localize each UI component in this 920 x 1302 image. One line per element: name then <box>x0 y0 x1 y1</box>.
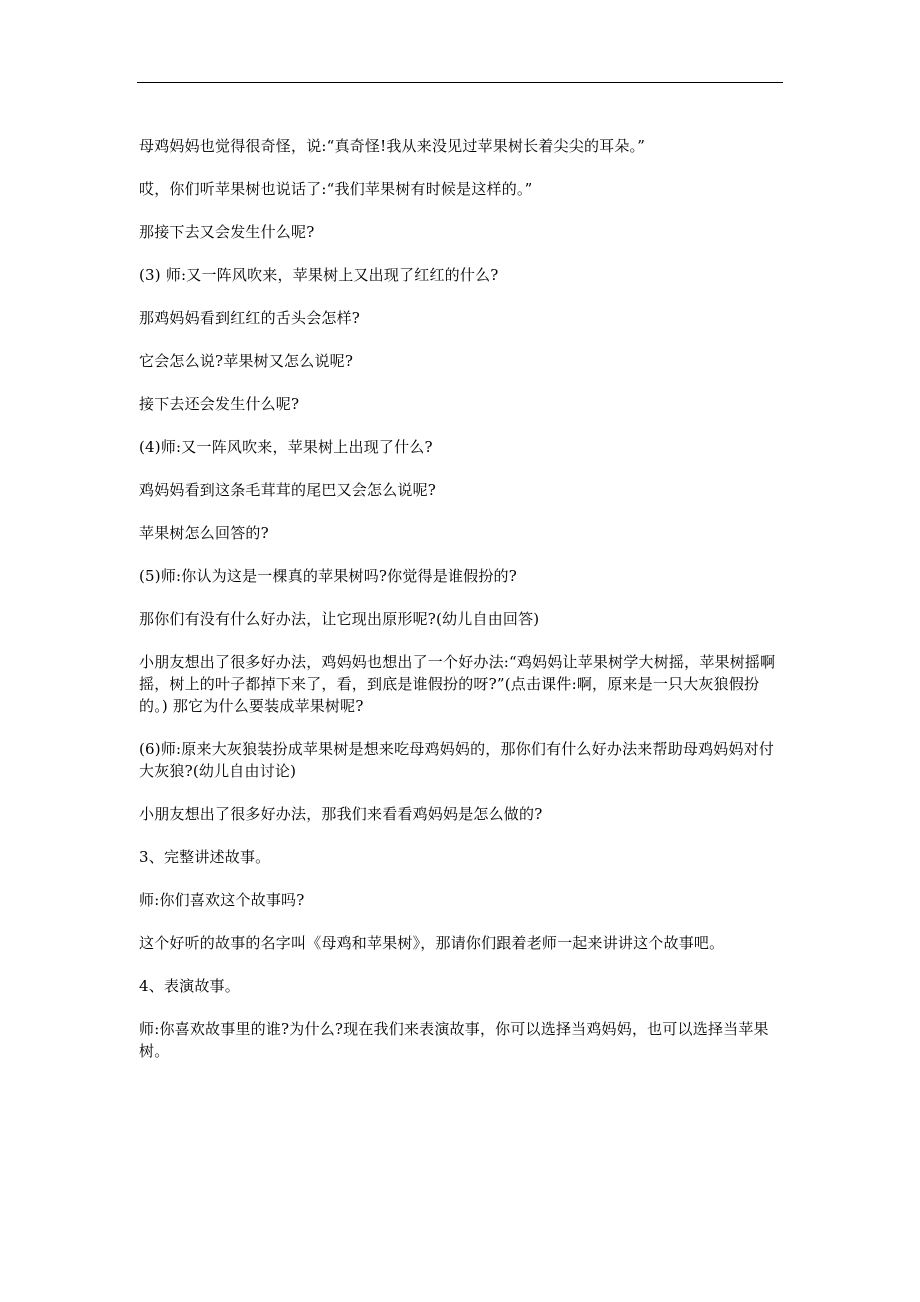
paragraph: (3) 师:又一阵风吹来，苹果树上又出现了红红的什么? <box>139 266 499 284</box>
paragraph: 哎，你们听苹果树也说话了:“我们苹果树有时候是这样的。” <box>139 180 533 198</box>
paragraph: 小朋友想出了很多好办法，鸡妈妈也想出了一个好办法:“鸡妈妈让苹果树学大树摇，苹果树摇啊摇，树上的叶子都掉下来了，看，到底是谁假扮的呀?”(点击课件:啊，原来是一只大灰狼假扮的。) 那它为什么要装成苹果树呢? <box>139 653 776 715</box>
paragraph: 那你们有没有什么好办法，让它现出原形呢?(幼儿自由回答) <box>139 610 540 628</box>
section-heading: 4、表演故事。 <box>139 977 240 995</box>
paragraph: 它会怎么说?苹果树又怎么说呢? <box>139 352 354 370</box>
document-body <box>139 135 779 1083</box>
paragraph: (6)师:原来大灰狼装扮成苹果树是想来吃母鸡妈妈的，那你们有什么好办法来帮助母鸡妈妈对付大灰狼?(幼儿自由讨论) <box>139 740 775 780</box>
section-heading: 3、完整讲述故事。 <box>139 848 271 866</box>
paragraph: 那鸡妈妈看到红红的舌头会怎样? <box>139 309 361 327</box>
paragraph: (4)师:又一阵风吹来，苹果树上出现了什么? <box>139 438 433 456</box>
paragraph: 那接下去又会发生什么呢? <box>139 223 315 241</box>
header-rule <box>137 82 783 83</box>
paragraph: 小朋友想出了很多好办法，那我们来看看鸡妈妈是怎么做的? <box>139 805 543 823</box>
paragraph: 苹果树怎么回答的? <box>139 524 269 542</box>
paragraph: (5)师:你认为这是一棵真的苹果树吗?你觉得是谁假扮的? <box>139 567 517 585</box>
paragraph: 鸡妈妈看到这条毛茸茸的尾巴又会怎么说呢? <box>139 481 437 499</box>
paragraph: 接下去还会发生什么呢? <box>139 395 300 413</box>
paragraph: 母鸡妈妈也觉得很奇怪，说:“真奇怪!我从来没见过苹果树长着尖尖的耳朵。” <box>139 137 646 155</box>
paragraph: 这个好听的故事的名字叫《母鸡和苹果树》，那请你们跟着老师一起来讲讲这个故事吧。 <box>139 934 725 952</box>
paragraph: 师:你喜欢故事里的谁?为什么?现在我们来表演故事，你可以选择当鸡妈妈，也可以选择当苹果树。 <box>139 1020 769 1060</box>
paragraph: 师:你们喜欢这个故事吗? <box>139 891 305 909</box>
